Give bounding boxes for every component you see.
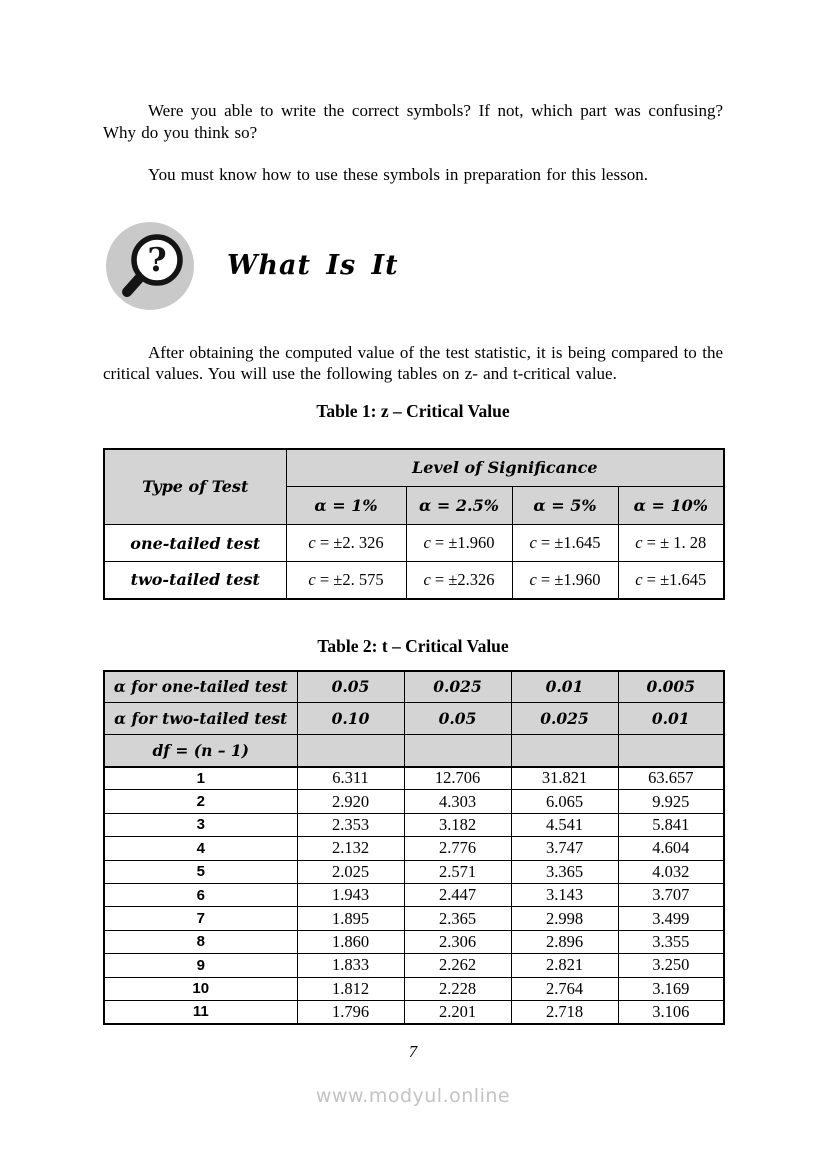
table-row [104,703,724,735]
table-cell: 1.812 [297,977,404,1000]
table-cell: 4.604 [618,837,724,860]
table-cell [618,735,724,767]
table-row [104,671,724,703]
table-cell: 3.250 [618,954,724,977]
table-cell: 3.365 [511,860,618,883]
table-cell: c = ±1.645 [512,525,618,562]
table-cell [511,735,618,767]
table-cell: 3.182 [404,813,511,836]
table-cell: c = ±2. 326 [286,525,406,562]
table1-col-header: α = 2.5% [406,487,512,525]
df-cell: 10 [104,977,297,1000]
table-row [104,790,724,813]
table1-col-header: α = 1% [286,487,406,525]
table-cell: 3.355 [618,930,724,953]
table1-group-header: Level of Significance [286,449,724,487]
table-row [104,930,724,953]
table-cell: 2.025 [297,860,404,883]
table-cell: 0.025 [404,671,511,703]
magnifier-question-icon [105,221,195,311]
table-cell: 2.998 [511,907,618,930]
intro-paragraph-2: You must know how to use these symbols in preparation for this lesson. [148,165,648,184]
table-cell: 1.833 [297,954,404,977]
table2-header-label: α for two-tailed test [104,703,297,735]
section-heading: What Is It [227,250,399,281]
table-row [104,977,724,1000]
table-cell [297,735,404,767]
table2-caption: Table 2: t – Critical Value [317,635,509,656]
table-row [104,860,724,883]
df-cell: 1 [104,767,297,790]
table-cell: 4.032 [618,860,724,883]
table-cell: 2.571 [404,860,511,883]
table-cell: 2.896 [511,930,618,953]
table-cell: 6.311 [297,767,404,790]
table-cell: 9.925 [618,790,724,813]
table-cell: 0.05 [404,703,511,735]
table-cell: 2.447 [404,883,511,906]
table-row [104,1000,724,1023]
df-cell: 7 [104,907,297,930]
table-cell: 2.132 [297,837,404,860]
table-cell: 0.01 [618,703,724,735]
table-row [104,883,724,906]
table-cell: 6.065 [511,790,618,813]
df-cell: 2 [104,790,297,813]
z-critical-table [103,448,725,600]
table-cell: 12.706 [404,767,511,790]
table-cell: 31.821 [511,767,618,790]
table-cell: 0.05 [297,671,404,703]
table-cell: 3.106 [618,1000,724,1023]
table-cell: 2.365 [404,907,511,930]
table-cell: 3.747 [511,837,618,860]
df-cell: 4 [104,837,297,860]
table1-caption: Table 1: z – Critical Value [316,400,510,421]
table-row [104,907,724,930]
svg-text:?: ? [147,239,167,279]
t-critical-table [103,670,725,1025]
table-cell: 3.143 [511,883,618,906]
table-cell: 2.306 [404,930,511,953]
watermark: www.modyul.online [315,1084,511,1107]
table-row [104,954,724,977]
table1-col-header: α = 5% [512,487,618,525]
table-row [104,813,724,836]
table-cell: 3.707 [618,883,724,906]
table-cell: 2.821 [511,954,618,977]
table-cell: 2.353 [297,813,404,836]
table-cell: 3.169 [618,977,724,1000]
df-cell: 8 [104,930,297,953]
df-cell: 5 [104,860,297,883]
table1-col-header: α = 10% [618,487,724,525]
table-cell: c = ±1.645 [618,562,724,599]
df-cell: 6 [104,883,297,906]
table-cell: c = ±1.960 [406,525,512,562]
page-number: 7 [408,1041,418,1061]
table-cell: 2.718 [511,1000,618,1023]
table-cell: 2.920 [297,790,404,813]
section-header [105,220,723,312]
table-row [104,837,724,860]
table-row [104,525,724,562]
table-cell: 63.657 [618,767,724,790]
table-cell: 0.005 [618,671,724,703]
table-cell: 1.895 [297,907,404,930]
table-cell: 2.764 [511,977,618,1000]
table-cell: 2.776 [404,837,511,860]
table-cell: 3.499 [618,907,724,930]
table-cell [404,735,511,767]
table2-header-label: df = (n – 1) [104,735,297,767]
table2-header-label: α for one-tailed test [104,671,297,703]
table-cell: c = ±2.326 [406,562,512,599]
table-cell: 0.01 [511,671,618,703]
table-cell: 2.228 [404,977,511,1000]
table-cell: 0.10 [297,703,404,735]
body-paragraph: After obtaining the computed value of the test statistic, it is being compared to the critical values. You will use the following tables on z- and t-critical value. [103,342,723,383]
table-row [104,562,724,599]
table-cell: 4.541 [511,813,618,836]
table-cell: 5.841 [618,813,724,836]
table-cell: 2.262 [404,954,511,977]
table-cell: c = ±1.960 [512,562,618,599]
table-cell: 1.943 [297,883,404,906]
df-cell: 3 [104,813,297,836]
intro-paragraph-1: Were you able to write the correct symbols? If not, which part was confusing? Why do you think so? [103,101,723,142]
df-cell: 11 [104,1000,297,1023]
table-cell: c = ±2. 575 [286,562,406,599]
table1-row-label: one-tailed test [104,525,286,562]
table1-row-label: two-tailed test [104,562,286,599]
table1-corner-header: Type of Test [104,449,286,525]
table-cell: 1.796 [297,1000,404,1023]
table-cell: 2.201 [404,1000,511,1023]
table-cell: c = ± 1. 28 [618,525,724,562]
table-cell: 4.303 [404,790,511,813]
table-cell: 0.025 [511,703,618,735]
table-row [104,735,724,767]
df-cell: 9 [104,954,297,977]
table-row [104,767,724,790]
table-cell: 1.860 [297,930,404,953]
